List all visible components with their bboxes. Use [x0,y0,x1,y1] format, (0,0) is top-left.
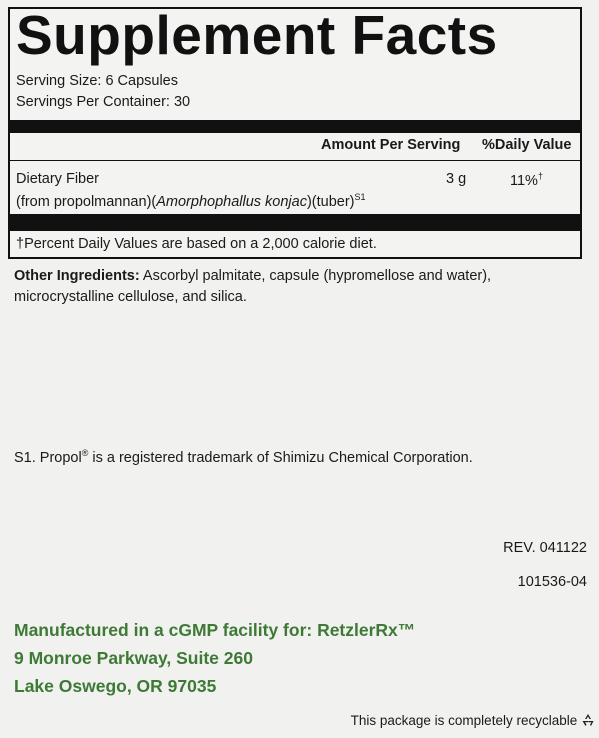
revision-code: REV. 041122 [503,540,587,556]
product-code: 101536-04 [517,574,587,590]
source-footnote-ref: S1 [354,192,366,202]
supplement-facts-panel [8,4,582,259]
servings-per-container: Servings Per Container: 30 [16,94,191,110]
header-daily-value: %Daily Value [482,137,572,153]
dv-dagger: † [537,171,543,181]
source-botanical-name: Amorphophallus konjac [156,193,307,210]
manufacturer-line-3: Lake Oswego, OR 97035 [14,676,217,696]
dv-value: 11% [510,172,538,189]
thick-divider-bottom [10,214,580,231]
other-ingredients [14,266,584,308]
registered-mark: ® [81,448,89,458]
source-prefix: (from propolmannan)( [16,193,157,210]
daily-value-footnote: †Percent Daily Values are based on a 2,000 calorie diet. [16,236,377,252]
recycle-note [351,713,595,728]
trademark-suffix: is a registered trademark of Shimizu Chemical Corporation. [88,449,473,466]
manufacturer-line-1: Manufactured in a cGMP facility for: RetzlerRx™ [14,620,416,640]
other-ingredients-label: Other Ingredients: [14,268,140,284]
recycle-note-text: This package is completely recyclable [350,713,578,728]
trademark-prefix: S1. Propol [14,449,82,466]
trademark-note [14,448,473,466]
header-rule [10,160,580,161]
source-suffix: )(tuber) [306,193,355,210]
nutrient-amount: 3 g [446,171,467,187]
header-amount-per-serving: Amount Per Serving [321,137,461,153]
thick-divider-top [10,120,580,133]
nutrient-daily-value [510,171,543,189]
nutrient-source [16,192,366,210]
panel-title: Supplement Facts [16,4,498,66]
other-ingredients-text: Ascorbyl palmitate, capsule (hypromellose and water), microcrystalline cellulose, and silica. [14,268,492,305]
manufacturer-line-2: 9 Monroe Parkway, Suite 260 [14,648,253,668]
serving-size: Serving Size: 6 Capsules [16,73,178,89]
nutrient-name: Dietary Fiber [16,171,99,187]
recycle-icon [581,713,595,727]
